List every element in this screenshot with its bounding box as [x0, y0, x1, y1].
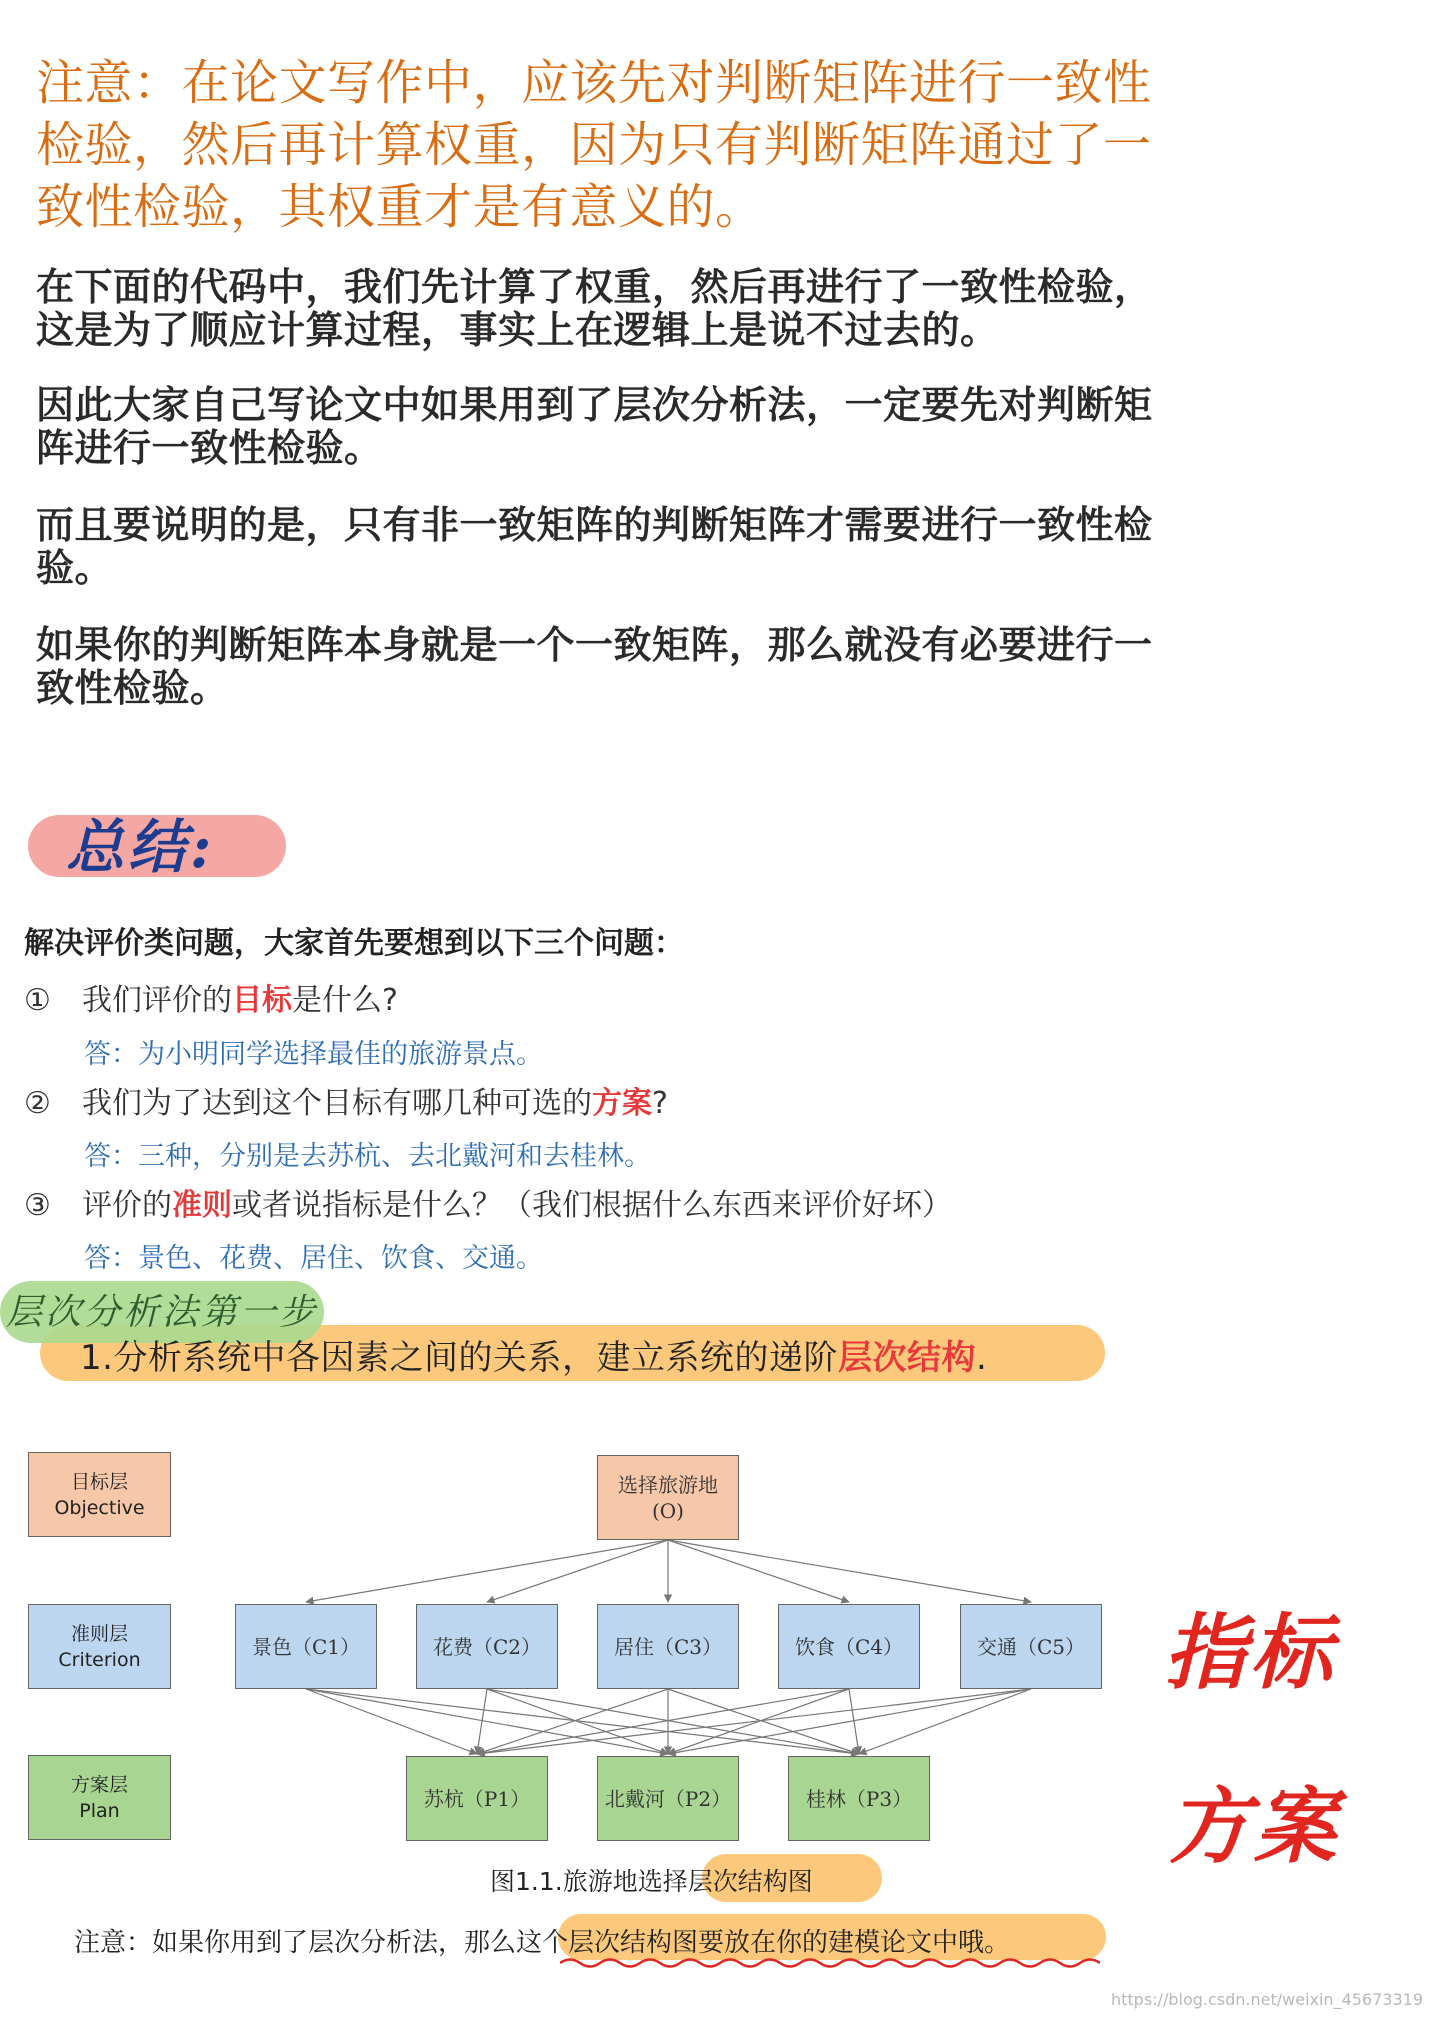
paragraph-1: 在下面的代码中，我们先计算了权重，然后再进行了一致性检验，这是为了顺应计算过程，事实上在逻辑上是说不过去的。 — [36, 265, 1153, 352]
criterion-to-plan-connector — [306, 1689, 859, 1754]
criterion-to-plan-connector — [487, 1689, 859, 1754]
paragraph-4: 如果你的判断矩阵本身就是一个一致矩阵，那么就没有必要进行一致性检验。 — [36, 623, 1153, 710]
criterion-node-c5: 交通（C5） — [960, 1604, 1102, 1689]
goal-to-criterion-connector — [668, 1540, 1031, 1602]
goal-to-criterion-connector — [487, 1540, 668, 1602]
question-text-end: 或者说指标是什么？（我们根据什么东西来评价好坏） — [232, 1188, 952, 1223]
answer-1: 答：为小明同学选择最佳的旅游景点。 — [84, 1039, 543, 1070]
criterion-node-c1: 景色（C1） — [235, 1604, 377, 1689]
goal-to-criterion-connector — [668, 1540, 849, 1602]
criterion-to-plan-connector — [477, 1689, 849, 1754]
question-2 — [24, 1078, 668, 1122]
question-number: ③ — [24, 1188, 51, 1223]
layer-en-label: Objective — [54, 1496, 145, 1519]
layer-zh-label: 方案层 — [70, 1773, 128, 1796]
criterion-to-plan-connector — [477, 1689, 487, 1754]
layer-objective-box — [28, 1452, 171, 1537]
question-text: 我们为了达到这个目标有哪几种可选的 — [82, 1086, 592, 1121]
plan-node-p3: 桂林（P3） — [788, 1756, 930, 1841]
layer-zh-label: 目标层 — [70, 1470, 128, 1493]
layer-en-label: Plan — [79, 1799, 120, 1822]
criterion-to-plan-connector — [668, 1689, 849, 1754]
question-text: 评价的 — [82, 1188, 172, 1223]
step-1-text — [80, 1330, 987, 1379]
criterion-to-plan-connector — [668, 1689, 1031, 1754]
layer-plan-box — [28, 1755, 171, 1840]
plan-node-p1: 苏杭（P1） — [406, 1756, 548, 1841]
goal-node — [597, 1455, 739, 1540]
question-3 — [24, 1180, 952, 1224]
question-number: ② — [24, 1086, 51, 1121]
goal-node-code: (O) — [651, 1498, 684, 1523]
paragraph-2: 因此大家自己写论文中如果用到了层次分析法，一定要先对判断矩阵进行一致性检验。 — [36, 383, 1153, 470]
question-1 — [24, 975, 398, 1019]
handwritten-indicator-label: 指标 — [1164, 1605, 1336, 1701]
question-number: ① — [24, 983, 51, 1018]
step-label: 层次分析法第一步 — [6, 1292, 319, 1333]
layer-criterion-box — [28, 1604, 171, 1689]
step-text-keyword: 层次结构 — [837, 1338, 976, 1378]
step-text-end: . — [975, 1338, 988, 1378]
plan-node-p2: 北戴河（P2） — [597, 1756, 739, 1841]
watermark: https://blog.csdn.net/weixin_45673319 — [1110, 1990, 1423, 2009]
summary-label: 总结: — [66, 813, 216, 881]
goal-to-criterion-connector — [306, 1540, 668, 1602]
criterion-to-plan-connector — [859, 1689, 1031, 1754]
question-keyword: 方案 — [592, 1086, 652, 1121]
question-text-end: 是什么? — [292, 983, 398, 1018]
criterion-to-plan-connector — [306, 1689, 477, 1754]
answer-3: 答：景色、花费、居住、饮食、交通。 — [84, 1243, 543, 1274]
figure-caption: 图1.1.旅游地选择层次结构图 — [490, 1867, 813, 1896]
criterion-node-c2: 花费（C2） — [416, 1604, 558, 1689]
criterion-to-plan-connector — [849, 1689, 859, 1754]
criterion-to-plan-connector — [306, 1689, 668, 1754]
paragraph-3: 而且要说明的是，只有非一致矩阵的判断矩阵才需要进行一致性检验。 — [36, 503, 1153, 590]
step-text-main: 1.分析系统中各因素之间的关系，建立系统的递阶 — [80, 1338, 838, 1378]
answer-2: 答：三种，分别是去苏杭、去北戴河和去桂林。 — [84, 1141, 651, 1172]
criterion-to-plan-connector — [668, 1689, 859, 1754]
top-note: 注意：在论文写作中，应该先对判断矩阵进行一致性检验，然后再计算权重，因为只有判断矩阵通过了一致性检验，其权重才是有意义的。 — [36, 55, 1152, 235]
question-text: 我们评价的 — [82, 983, 232, 1018]
layer-zh-label: 准则层 — [70, 1622, 128, 1645]
criterion-to-plan-connector — [487, 1689, 668, 1754]
question-keyword: 目标 — [232, 983, 292, 1018]
goal-node-title: 选择旅游地 — [618, 1472, 718, 1497]
red-squiggle-underline — [560, 1956, 1100, 1970]
criterion-to-plan-connector — [477, 1689, 668, 1754]
questions-header: 解决评价类问题，大家首先要想到以下三个问题： — [24, 926, 684, 961]
criterion-to-plan-connector — [477, 1689, 1031, 1754]
criterion-node-c4: 饮食（C4） — [778, 1604, 920, 1689]
question-text-end: ? — [652, 1086, 668, 1121]
handwritten-plan-label: 方案 — [1168, 1779, 1340, 1875]
criterion-node-c3: 居住（C3） — [597, 1604, 739, 1689]
question-keyword: 准则 — [172, 1188, 232, 1223]
bottom-note: 注意：如果你用到了层次分析法，那么这个层次结构图要放在你的建模论文中哦。 — [74, 1928, 1011, 1958]
layer-en-label: Criterion — [58, 1648, 141, 1671]
